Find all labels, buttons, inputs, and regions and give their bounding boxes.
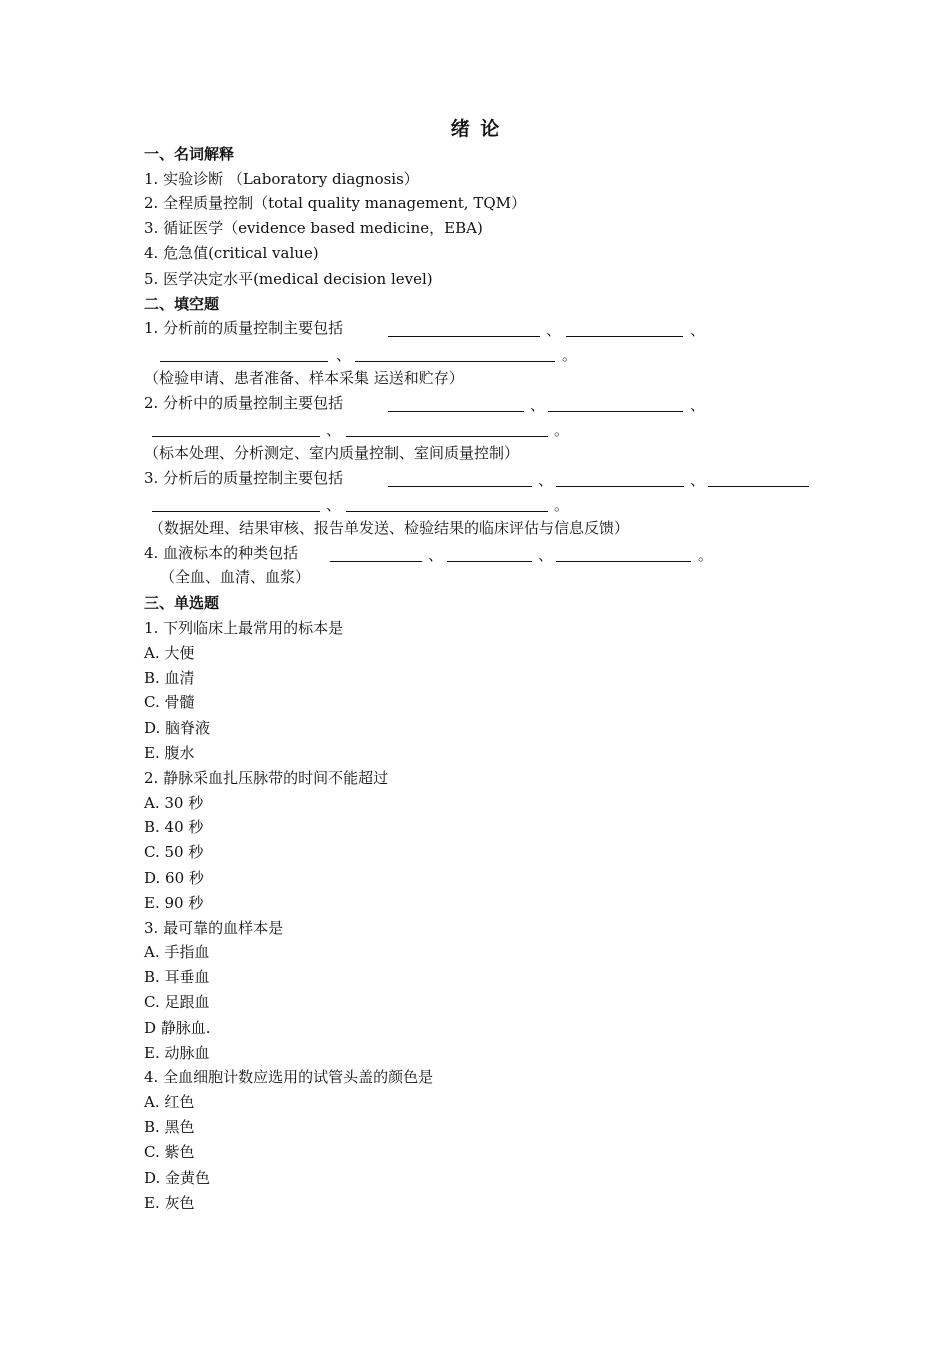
choice-option: D. 脑脊液 bbox=[144, 719, 211, 737]
answer-blank bbox=[388, 411, 524, 412]
definition-item: 1. 实验诊断 （Laboratory diagnosis） bbox=[144, 170, 419, 188]
choice-option: A. 红色 bbox=[144, 1093, 195, 1111]
separator: 、 bbox=[326, 421, 342, 439]
separator: 、 bbox=[326, 496, 342, 514]
answer-blank bbox=[556, 486, 684, 487]
separator: 、 bbox=[546, 321, 562, 339]
separator: 、 bbox=[428, 546, 444, 564]
end-mark: 。 bbox=[554, 421, 570, 439]
choice-question-stem: 3. 最可靠的血样本是 bbox=[144, 919, 284, 937]
end-mark: 。 bbox=[554, 496, 570, 514]
choice-option: B. 耳垂血 bbox=[144, 968, 210, 986]
fill-answer-1: （检验申请、患者准备、样本采集 运送和贮存） bbox=[144, 369, 464, 387]
choice-option: B. 黑色 bbox=[144, 1118, 195, 1136]
choice-option: B. 血清 bbox=[144, 669, 195, 687]
definition-item: 2. 全程质量控制（total quality management, TQM） bbox=[144, 194, 526, 212]
choice-option: C. 骨髓 bbox=[144, 693, 195, 711]
answer-blank bbox=[346, 511, 548, 512]
fill-question-2: 2. 分析中的质量控制主要包括 bbox=[144, 394, 344, 412]
answer-blank bbox=[346, 436, 548, 437]
separator: 、 bbox=[530, 396, 546, 414]
definition-item: 3. 循证医学（evidence based medicine，EBA) bbox=[144, 219, 483, 237]
separator: 、 bbox=[538, 471, 554, 489]
choice-option: D. 60 秒 bbox=[144, 869, 204, 887]
answer-blank bbox=[355, 361, 555, 362]
separator: 、 bbox=[538, 546, 554, 564]
answer-blank bbox=[388, 486, 532, 487]
choice-question-stem: 2. 静脉采血扎压脉带的时间不能超过 bbox=[144, 769, 389, 787]
answer-blank bbox=[566, 336, 683, 337]
answer-blank bbox=[330, 561, 422, 562]
end-mark: 。 bbox=[698, 546, 714, 564]
choice-option: B. 40 秒 bbox=[144, 818, 204, 836]
answer-blank bbox=[556, 561, 691, 562]
fill-question-1: 1. 分析前的质量控制主要包括 bbox=[144, 319, 344, 337]
choice-option: C. 足跟血 bbox=[144, 993, 210, 1011]
choice-option: E. 90 秒 bbox=[144, 894, 204, 912]
choice-option: D 静脉血. bbox=[144, 1019, 211, 1037]
separator: 、 bbox=[690, 396, 706, 414]
fill-answer-3: （数据处理、结果审核、报告单发送、检验结果的临床评估与信息反馈） bbox=[149, 519, 630, 537]
separator: 、 bbox=[690, 321, 706, 339]
answer-blank bbox=[447, 561, 532, 562]
section-heading-definitions: 一、名词解释 bbox=[144, 145, 235, 163]
fill-question-4: 4. 血液标本的种类包括 bbox=[144, 544, 299, 562]
page-title: 绪 论 bbox=[450, 118, 502, 140]
choice-option: C. 紫色 bbox=[144, 1143, 195, 1161]
answer-blank bbox=[152, 436, 320, 437]
end-mark: 。 bbox=[562, 346, 578, 364]
choice-option: E. 灰色 bbox=[144, 1194, 195, 1212]
answer-blank bbox=[152, 511, 320, 512]
choice-option: A. 手指血 bbox=[144, 943, 210, 961]
fill-answer-4: （全血、血清、血浆） bbox=[160, 568, 311, 586]
fill-question-3: 3. 分析后的质量控制主要包括 bbox=[144, 469, 344, 487]
separator: 、 bbox=[690, 471, 706, 489]
definition-item: 4. 危急值(critical value) bbox=[144, 244, 319, 262]
choice-option: E. 动脉血 bbox=[144, 1044, 210, 1062]
choice-option: A. 30 秒 bbox=[144, 794, 204, 812]
choice-question-stem: 4. 全血细胞计数应选用的试管头盖的颜色是 bbox=[144, 1068, 434, 1086]
choice-option: A. 大便 bbox=[144, 644, 195, 662]
section-heading-fill-blank: 二、填空题 bbox=[144, 295, 220, 313]
separator: 、 bbox=[336, 346, 352, 364]
section-heading-single-choice: 三、单选题 bbox=[144, 594, 220, 612]
answer-blank bbox=[388, 336, 540, 337]
answer-blank bbox=[160, 361, 328, 362]
choice-option: C. 50 秒 bbox=[144, 843, 204, 861]
definition-item: 5. 医学决定水平(medical decision level) bbox=[144, 270, 433, 288]
choice-option: D. 金黄色 bbox=[144, 1169, 211, 1187]
choice-option: E. 腹水 bbox=[144, 744, 195, 762]
fill-answer-2: （标本处理、分析测定、室内质量控制、室间质量控制） bbox=[144, 444, 520, 462]
answer-blank bbox=[548, 411, 683, 412]
answer-blank bbox=[708, 486, 809, 487]
choice-question-stem: 1. 下列临床上最常用的标本是 bbox=[144, 619, 344, 637]
